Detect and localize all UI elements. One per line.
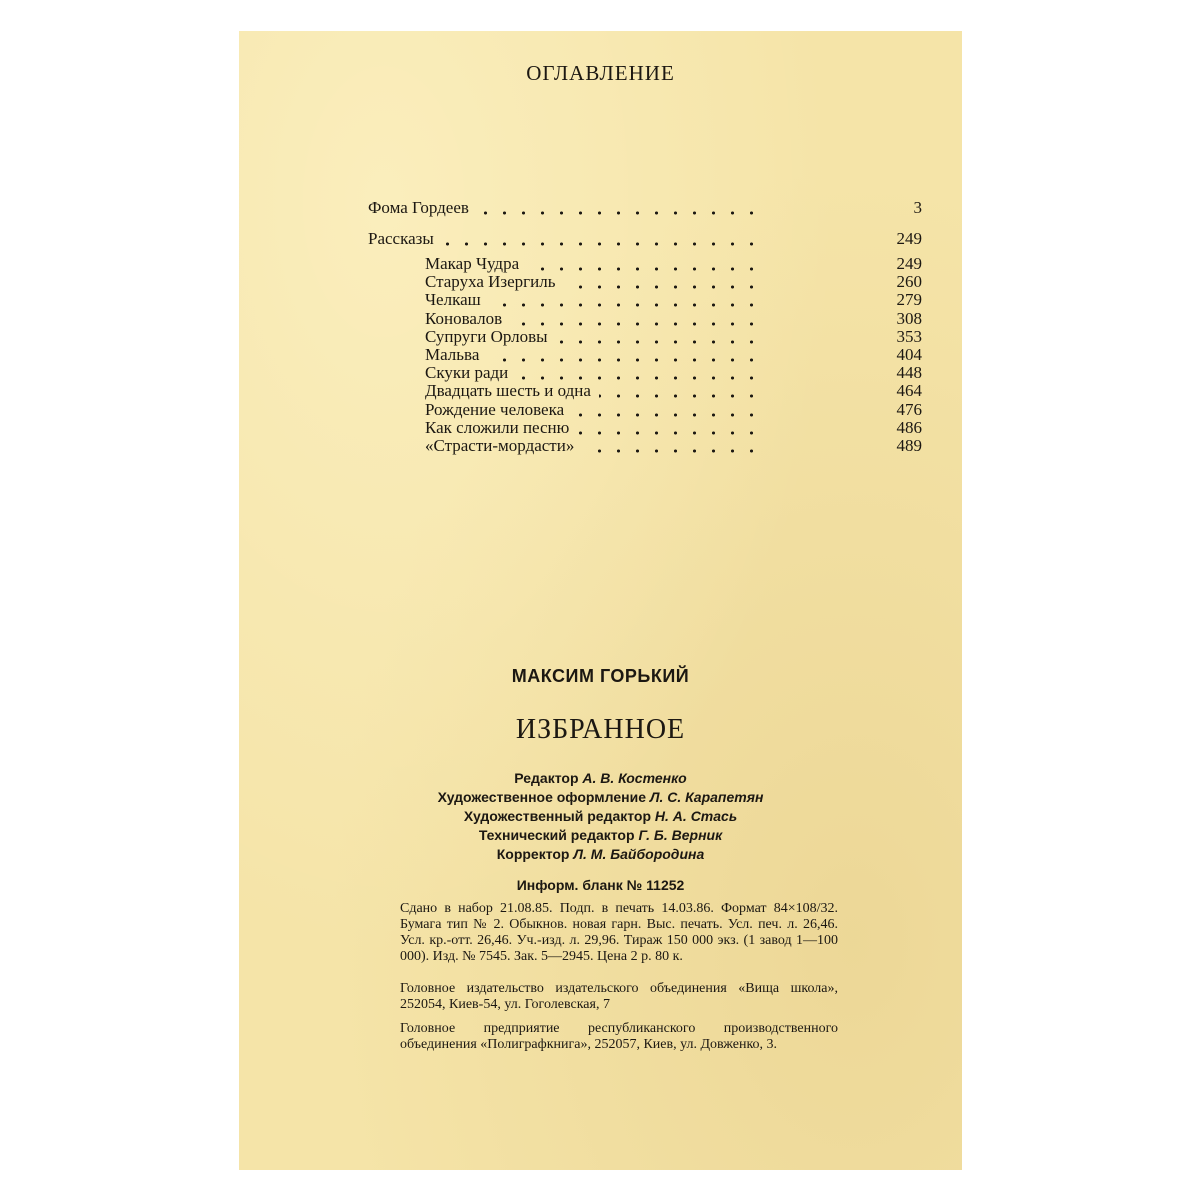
toc-title: Супруги Орловы bbox=[425, 326, 548, 346]
toc-title: Как сложили песню bbox=[425, 417, 570, 437]
credit-name: Л. М. Байбородина bbox=[573, 846, 705, 862]
toc-title: Рассказы bbox=[368, 229, 434, 248]
toc-heading: ОГЛАВЛЕНИЕ bbox=[526, 61, 675, 85]
toc-title: Челкаш bbox=[425, 290, 481, 310]
credit-role: Технический редактор bbox=[478, 827, 635, 843]
toc-page-number: 448 bbox=[896, 363, 922, 383]
credits bbox=[239, 769, 962, 864]
toc-page-number: 3 bbox=[913, 198, 922, 217]
toc-page-number: 308 bbox=[896, 308, 922, 328]
credit-name: А. В. Костенко bbox=[582, 770, 687, 786]
credit-role: Редактор bbox=[514, 770, 579, 786]
toc-title: Коновалов bbox=[425, 308, 503, 328]
toc-title: Скуки ради bbox=[425, 363, 509, 383]
book-page bbox=[239, 31, 962, 1170]
credit-name: Л. С. Карапетян bbox=[649, 789, 764, 805]
toc-page-number: 404 bbox=[896, 345, 922, 364]
credit-line bbox=[239, 788, 962, 807]
toc-title: Фома Гордеев bbox=[368, 198, 469, 217]
toc-page-number: 279 bbox=[896, 290, 922, 310]
toc-title: Мальва bbox=[425, 345, 480, 364]
inform-blank: Информ. бланк № 11252 bbox=[516, 877, 685, 893]
toc-dot-leader bbox=[582, 449, 761, 453]
toc-title: Старуха Изергиль bbox=[425, 272, 556, 292]
imprint-printing-details: Сдано в набор 21.08.85. Подп. в печать 14.03.86. Формат 84×108/32. Бумага тип № 2. Обыкнов. новая гарн. Выс. печать. Усл. печ. л. 26,46. Усл. кр.-отт. 26,46. Уч.-изд. л. 29,96. Тираж 150 000 экз. (1 завод 1—100 000). Изд. № 7545. Зак. 5—2945. Цена 2 р. 80 к. bbox=[400, 901, 838, 964]
toc-page-number: 489 bbox=[896, 436, 922, 455]
credit-line bbox=[239, 769, 962, 788]
toc-dot-leader bbox=[442, 242, 761, 246]
toc-story-row bbox=[425, 435, 922, 457]
credit-name: Н. А. Стась bbox=[654, 808, 738, 824]
imprint-printer: Головное предприятие республиканского производственного объединения «Полиграфкнига», 252057, Киев, ул. Довженко, 3. bbox=[400, 1021, 838, 1052]
toc-page-number: 464 bbox=[896, 381, 922, 401]
toc-page-number: 249 bbox=[896, 229, 922, 248]
toc-page-number: 353 bbox=[896, 326, 922, 346]
credit-role: Корректор bbox=[496, 846, 570, 862]
toc-page-number: 249 bbox=[896, 254, 922, 273]
toc-page-number: 486 bbox=[896, 417, 922, 437]
toc-title: Рождение человека bbox=[425, 399, 565, 419]
toc-entry-row bbox=[368, 197, 922, 219]
toc-entry-row bbox=[368, 228, 922, 250]
author-name: МАКСИМ ГОРЬКИЙ bbox=[511, 666, 690, 686]
imprint-publisher: Головное издательство издательского объединения «Вища школа», 252054, Киев-54, ул. Гоголевская, 7 bbox=[400, 981, 838, 1012]
book-title: ИЗБРАННОЕ bbox=[515, 714, 686, 745]
credit-role: Художественный редактор bbox=[463, 808, 652, 824]
credit-line bbox=[239, 826, 962, 845]
toc-page-number: 476 bbox=[896, 399, 922, 419]
toc-dot-leader bbox=[477, 211, 761, 215]
credit-name: Г. Б. Верник bbox=[638, 827, 723, 843]
credit-line bbox=[239, 845, 962, 864]
toc-title: Макар Чудра bbox=[425, 254, 520, 273]
credit-line bbox=[239, 807, 962, 826]
toc-title: «Страсти-мордасти» bbox=[425, 436, 575, 455]
toc-title: Двадцать шесть и одна bbox=[425, 381, 591, 401]
credit-role: Художественное оформление bbox=[437, 789, 646, 805]
toc-page-number: 260 bbox=[896, 272, 922, 292]
